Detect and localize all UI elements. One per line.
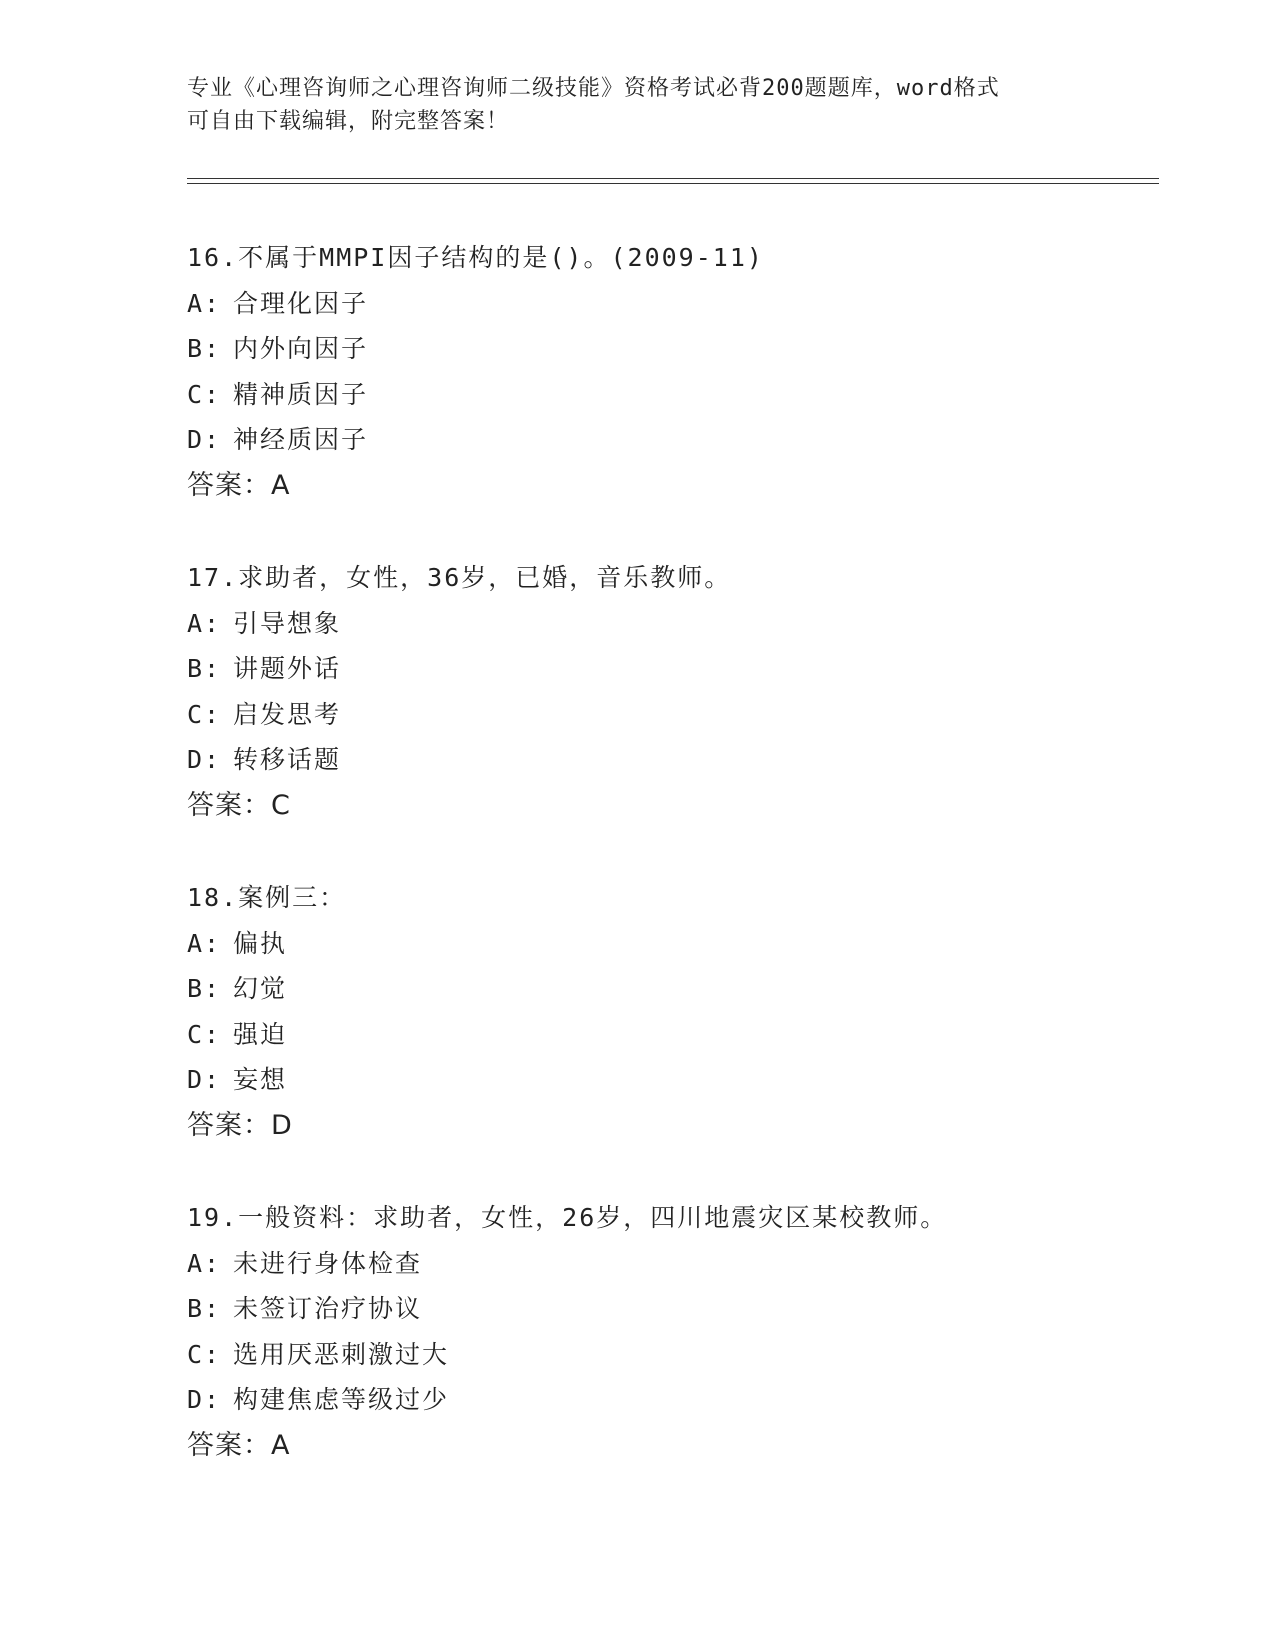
option-letter: A: bbox=[187, 928, 222, 958]
option-letter: A: bbox=[187, 1248, 222, 1278]
option-d bbox=[187, 737, 1187, 783]
option-letter: D: bbox=[187, 425, 222, 454]
question-stem: 16.不属于MMPI因子结构的是()。(2009-11) bbox=[187, 243, 764, 272]
option-text: 强迫 bbox=[233, 1019, 288, 1049]
option-text: 未签订治疗协议 bbox=[233, 1294, 423, 1323]
option-letter: B: bbox=[187, 1294, 222, 1323]
option-letter: D: bbox=[187, 745, 222, 774]
option-letter: D: bbox=[187, 1065, 222, 1094]
option-text: 引导想象 bbox=[233, 608, 342, 638]
option-b bbox=[187, 1286, 1187, 1332]
option-a bbox=[187, 1241, 1187, 1287]
option-letter: D: bbox=[187, 1385, 222, 1414]
option-text: 幻觉 bbox=[233, 974, 288, 1003]
question-16 bbox=[187, 235, 1187, 508]
option-text: 精神质因子 bbox=[233, 379, 369, 409]
option-b bbox=[187, 326, 1187, 372]
option-text: 内外向因子 bbox=[233, 334, 369, 363]
option-c bbox=[187, 372, 1187, 418]
question-17 bbox=[187, 555, 1187, 828]
question-stem: 19.一般资料：求助者，女性，26岁，四川地震灾区某校教师。 bbox=[187, 1203, 948, 1232]
option-a bbox=[187, 601, 1187, 647]
option-text: 偏执 bbox=[233, 928, 288, 958]
option-letter: B: bbox=[187, 654, 222, 683]
question-19 bbox=[187, 1195, 1187, 1468]
option-b bbox=[187, 966, 1187, 1012]
document-header bbox=[187, 72, 1087, 138]
option-letter: B: bbox=[187, 334, 222, 363]
question-stem: 18.案例三： bbox=[187, 883, 347, 912]
option-text: 选用厌恶刺激过大 bbox=[233, 1339, 450, 1369]
header-line-2: 可自由下载编辑，附完整答案！ bbox=[187, 109, 510, 134]
option-d bbox=[187, 1377, 1187, 1423]
option-letter: C: bbox=[187, 1339, 222, 1369]
answer-label: 答案：C bbox=[187, 789, 291, 821]
option-d bbox=[187, 1057, 1187, 1103]
header-divider-top bbox=[187, 178, 1159, 179]
option-a bbox=[187, 281, 1187, 327]
option-d bbox=[187, 417, 1187, 463]
question-stem: 17.求助者，女性，36岁，已婚，音乐教师。 bbox=[187, 563, 732, 592]
option-letter: C: bbox=[187, 379, 222, 409]
option-letter: C: bbox=[187, 699, 222, 729]
answer-label: 答案：A bbox=[187, 469, 291, 501]
option-text: 转移话题 bbox=[233, 745, 342, 774]
answer-label: 答案：D bbox=[187, 1109, 293, 1141]
option-letter: C: bbox=[187, 1019, 222, 1049]
option-c bbox=[187, 1332, 1187, 1378]
option-c bbox=[187, 692, 1187, 738]
option-text: 讲题外话 bbox=[233, 654, 342, 683]
option-letter: A: bbox=[187, 288, 222, 318]
option-c bbox=[187, 1012, 1187, 1058]
option-text: 妄想 bbox=[233, 1065, 288, 1094]
option-b bbox=[187, 646, 1187, 692]
header-divider-bottom bbox=[187, 183, 1159, 184]
option-text: 未进行身体检查 bbox=[233, 1248, 423, 1278]
answer-label: 答案：A bbox=[187, 1429, 291, 1461]
question-18 bbox=[187, 875, 1187, 1148]
option-text: 构建焦虑等级过少 bbox=[233, 1385, 450, 1414]
option-letter: A: bbox=[187, 608, 222, 638]
option-a bbox=[187, 921, 1187, 967]
option-text: 合理化因子 bbox=[233, 288, 369, 318]
option-text: 神经质因子 bbox=[233, 425, 369, 454]
option-letter: B: bbox=[187, 974, 222, 1003]
option-text: 启发思考 bbox=[233, 699, 342, 729]
header-line-1: 专业《心理咨询师之心理咨询师二级技能》资格考试必背200题题库，word格式 bbox=[187, 76, 1000, 101]
